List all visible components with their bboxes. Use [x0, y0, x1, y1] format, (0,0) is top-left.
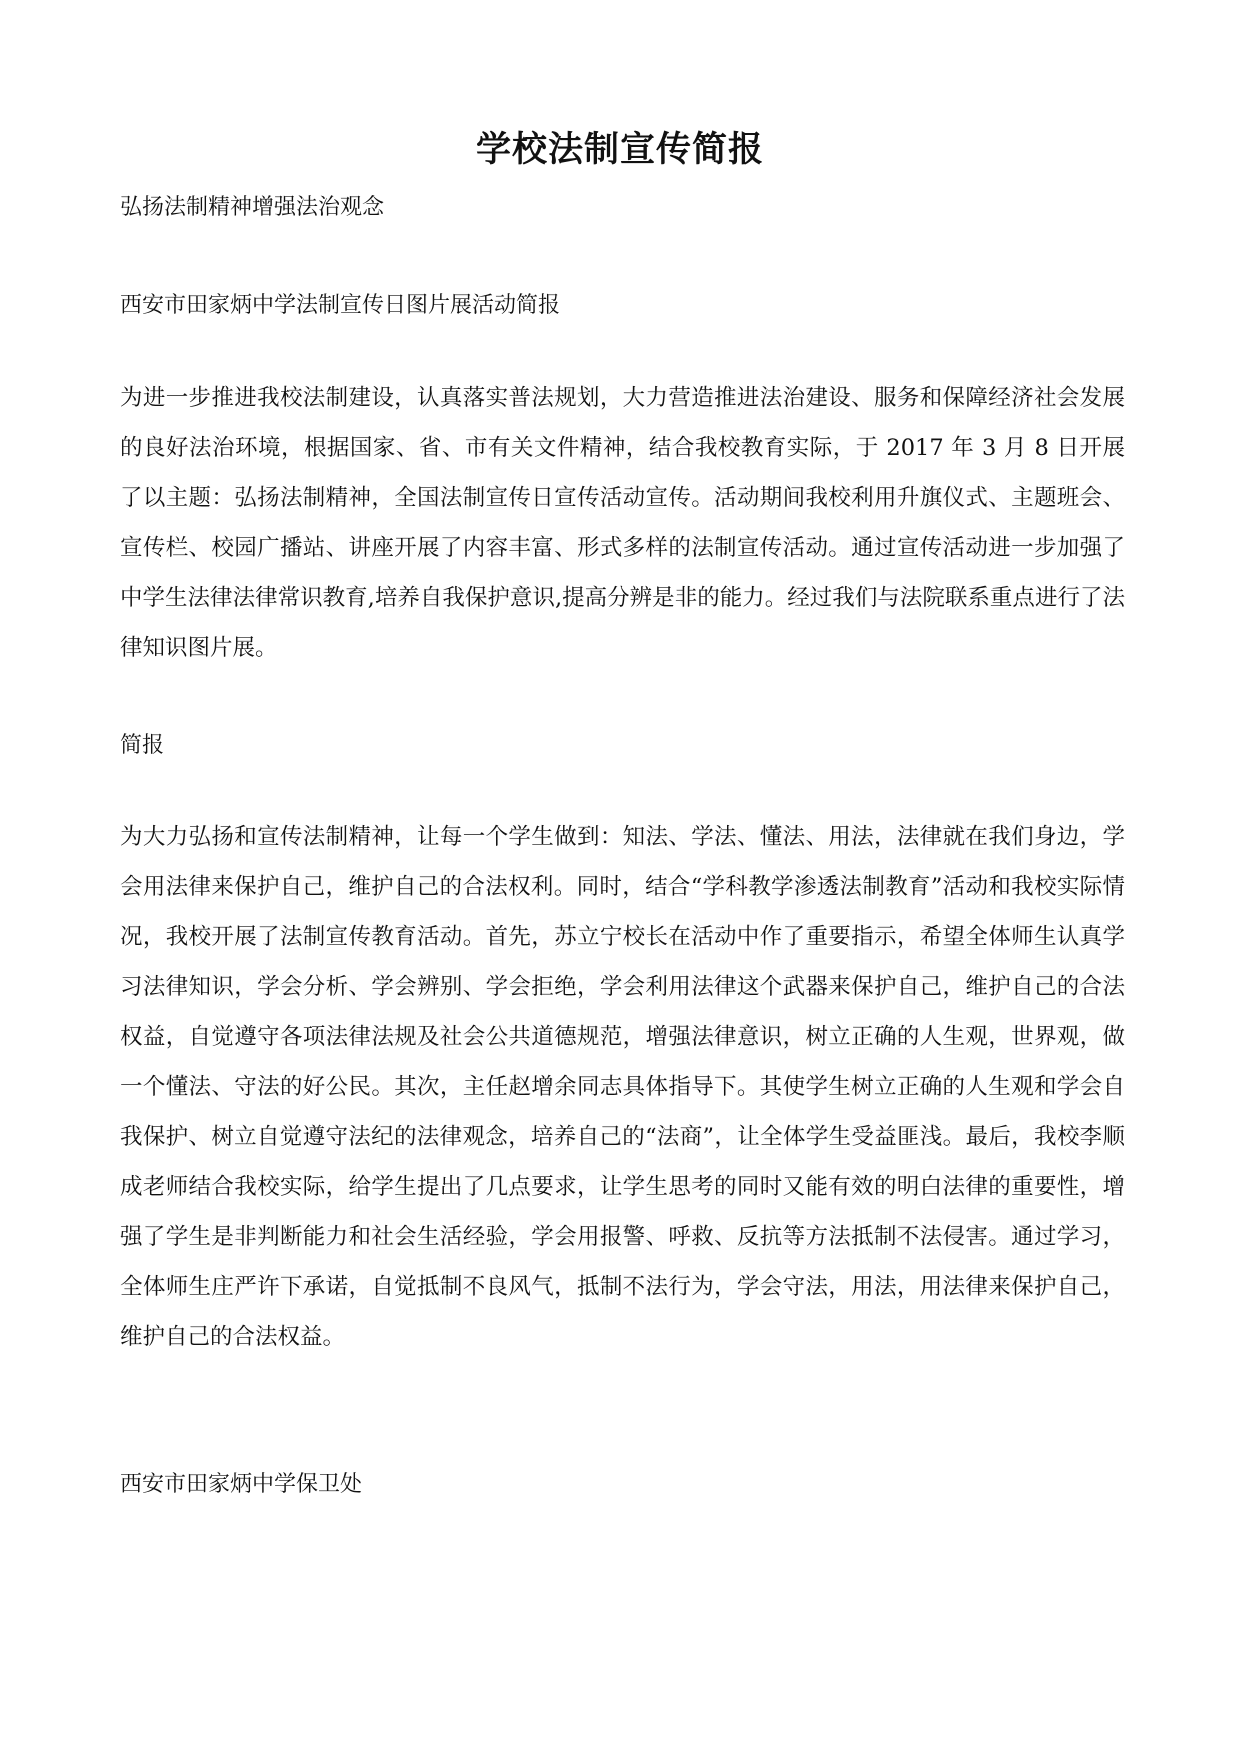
- body-paragraph: 为大力弘扬和宣传法制精神，让每一个学生做到：知法、学法、懂法、用法，法律就在我们身边，学会用法律来保护自己，维护自己的合法权利。同时，结合“学科教学渗透法制教育”活动和我校实际情况，我校开展了法制宣传教育活动。首先，苏立宁校长在活动中作了重要指示，希望全体师生认真学习法律知识，学会分析、学会辨别、学会拒绝，学会利用法律这个武器来保护自己，维护自己的合法权益，自觉遵守各项法律法规及社会公共道德规范，增强法律意识，树立正确的人生观，世界观，做一个懂法、守法的好公民。其次，主任赵增余同志具体指导下。其使学生树立正确的人生观和学会自我保护、树立自觉遵守法纪的法律观念，培养自己的“法商”，让全体学生受益匪浅。最后，我校李顺成老师结合我校实际，给学生提出了几点要求，让学生思考的同时又能有效的明白法律的重要性，增强了学生是非判断能力和社会生活经验，学会用报警、呼救、反抗等方法抵制不法侵害。通过学习，全体师生庄严许下承诺，自觉抵制不良风气，抵制不法行为，学会守法，用法，用法律来保护自己，维护自己的合法权益。: [120, 824, 1125, 1350]
- document-subtitle: 弘扬法制精神增强法治观念: [120, 195, 385, 220]
- section-heading: 简报: [120, 733, 165, 758]
- intro-paragraph: 为进一步推进我校法制建设，认真落实普法规划，大力营造推进法治建设、服务和保障经济社会发展的良好法治环境，根据国家、省、市有关文件精神，结合我校教育实际，于 2017 年 3 月 8 日开展了以主题：弘扬法制精神，全国法制宣传日宣传活动宣传。活动期间我校利用升旗仪式、主题班会、宣传栏、校园广播站、讲座开展了内容丰富、形式多样的法制宣传活动。通过宣传活动进一步加强了中学生法律法律常识教育,培养自我保护意识,提高分辨是非的能力。经过我们与法院联系重点进行了法律知识图片展。: [120, 385, 1125, 661]
- document-title: 学校法制宣传简报: [475, 130, 764, 170]
- signature: 西安市田家炳中学保卫处: [120, 1472, 363, 1497]
- event-title: 西安市田家炳中学法制宣传日图片展活动简报: [120, 293, 561, 318]
